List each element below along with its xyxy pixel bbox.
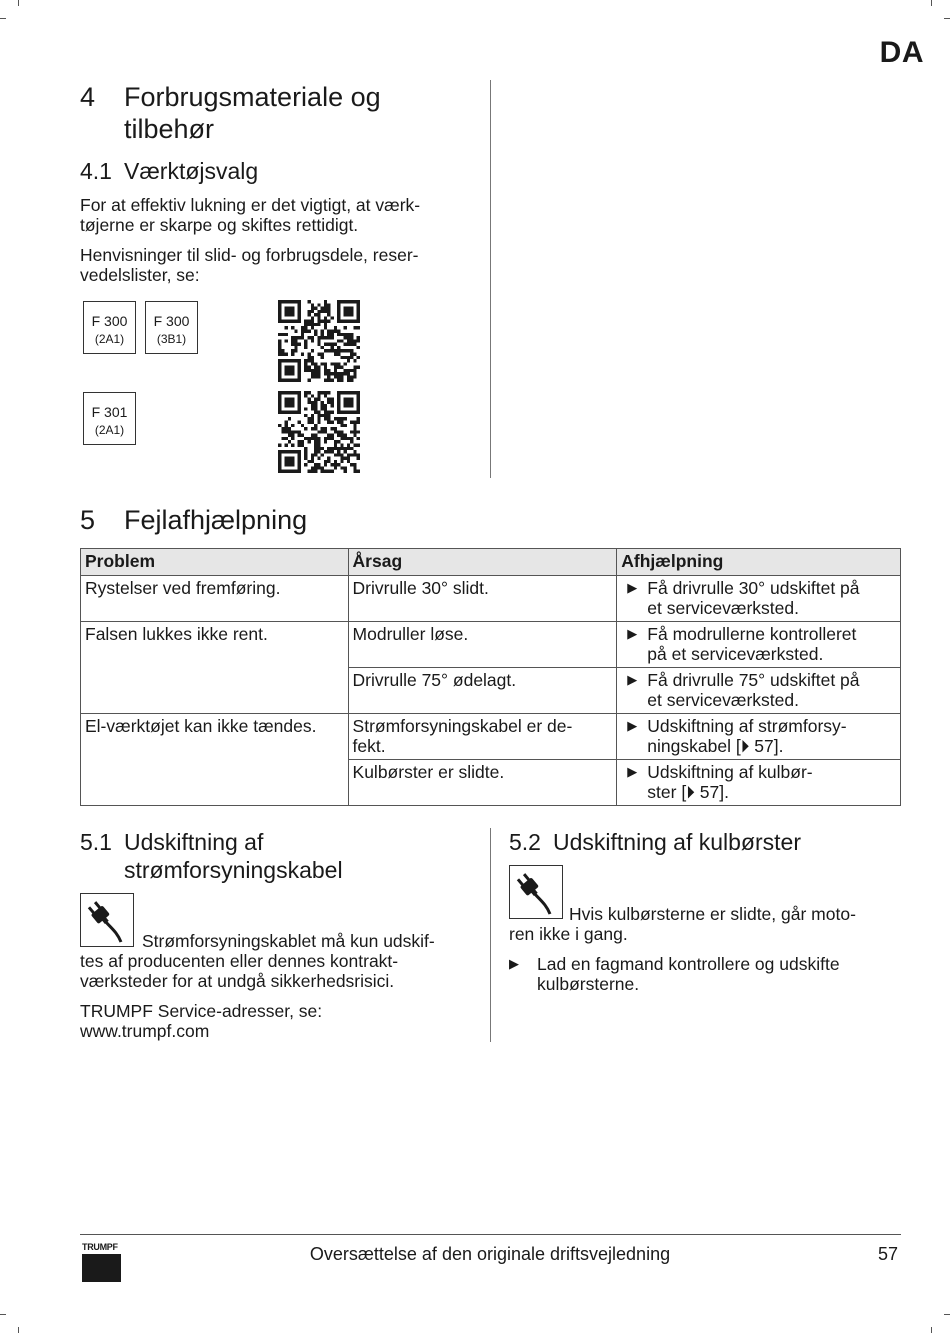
qr-code-icon[interactable] (278, 391, 360, 473)
table-row (81, 622, 901, 668)
arrow-right-icon: ▶ (627, 764, 638, 779)
crop-mark (944, 18, 950, 19)
remedy-cell: ▶ Få drivrulle 30° udskiftet på et serviceværksted. (617, 576, 901, 622)
footer-divider (80, 1234, 901, 1235)
ref-box-f300-2a1: F 300 (2A1) (83, 301, 136, 354)
arrow-right-icon: ▶ (627, 626, 638, 641)
section-5-heading (80, 504, 307, 536)
crop-mark (18, 1327, 19, 1333)
section-number: 5.2 (509, 829, 541, 855)
problem-cell: Rystelser ved fremføring. (81, 576, 349, 622)
section-4-heading (80, 81, 381, 145)
column-divider (490, 80, 491, 478)
section-5-1-heading (80, 828, 343, 884)
section-number: 5.1 (80, 829, 112, 855)
service-address-paragraph: TRUMPF Service-adresser, se: www.trumpf.com (80, 1001, 323, 1041)
arrow-right-icon: ▶ (509, 956, 519, 971)
table-row (81, 576, 901, 622)
section-title: Fejlafhjælpning (124, 505, 308, 535)
section-title: tilbehør (124, 114, 215, 144)
problem-cell: El-værktøjet kan ikke tændes. (81, 714, 349, 806)
cause-cell: Modruller løse. (348, 622, 617, 668)
carbon-brush-warning: Hvis kulbørsterne er slidte, går moto- ren ikke i gang. (509, 904, 856, 944)
problem-cell: Falsen lukkes ikke rent. (81, 622, 349, 714)
cause-cell: Drivrulle 75° ødelagt. (348, 668, 617, 714)
cause-cell: Kulbørster er slidte. (348, 760, 617, 806)
section-title: Udskiftning af (124, 829, 264, 855)
page-number: 57 (877, 1244, 898, 1264)
power-cable-warning: Strømforsyningskablet må kun udskif- tes af producenten eller dennes kontrakt- værksteder for at undgå sikkerhedsrisici. (80, 931, 435, 991)
remedy-cell: ▶ Udskiftning af kulbør- ster [⏵ 57]. (617, 760, 901, 806)
section-number: 4 (80, 82, 96, 112)
section-title: strømforsyningskabel (124, 857, 343, 883)
table-row (81, 714, 901, 760)
crop-mark (944, 1314, 950, 1315)
ref-box-f301-2a1: F 301 (2A1) (83, 392, 136, 445)
arrow-right-icon: ▶ (627, 580, 638, 595)
crop-mark (931, 0, 932, 6)
remedy-cell: ▶ Udskiftning af strømforsy- ningskabel [⏵ 57]. (617, 714, 901, 760)
section-number: 5 (80, 505, 96, 535)
arrow-right-icon: ▶ (627, 718, 638, 733)
remedy-cell: ▶ Få drivrulle 75° udskiftet på et serviceværksted. (617, 668, 901, 714)
cause-cell: Drivrulle 30° slidt. (348, 576, 617, 622)
crop-mark (0, 18, 6, 19)
section-5-2-heading (509, 828, 801, 856)
table-header-remedy: Afhjælpning (617, 549, 901, 576)
arrow-right-icon: ▶ (627, 672, 638, 687)
section-4-1-heading (80, 157, 258, 185)
table-header-problem: Problem (81, 549, 349, 576)
crop-mark (931, 1327, 932, 1333)
tool-choice-paragraph: For at effektiv lukning er det vigtigt, at værk- tøjerne er skarpe og skiftes rettidigt. (80, 195, 421, 235)
language-tag: DA (879, 36, 924, 69)
page-link[interactable]: ningskabel [⏵ 57]. (647, 736, 784, 756)
trumpf-logo: TRUMPF (82, 1242, 121, 1282)
section-title: Udskiftning af kulbørster (553, 829, 801, 855)
crop-mark (18, 0, 19, 6)
instruction-step: ▶ Lad en fagmand kontrollere og udskifte kulbørsterne. (509, 954, 840, 994)
section-title: Værktøjsvalg (124, 158, 259, 184)
table-header-cause: Årsag (348, 549, 617, 576)
trumpf-website-link[interactable]: www.trumpf.com (80, 1021, 210, 1041)
cause-cell: Strømforsyningskabel er de- fekt. (348, 714, 617, 760)
footer-title: Oversættelse af den originale driftsvejledning (309, 1244, 671, 1264)
spare-parts-paragraph: Henvisninger til slid- og forbrugsdele, reser- vedelslister, se: (80, 245, 419, 285)
qr-code-icon[interactable] (278, 300, 360, 382)
crop-mark (0, 1314, 6, 1315)
section-title: Forbrugsmateriale og (124, 82, 381, 112)
ref-box-f300-3b1: F 300 (3B1) (145, 301, 198, 354)
remedy-cell: ▶ Få modrullerne kontrolleret på et serviceværksted. (617, 622, 901, 668)
troubleshooting-table (80, 548, 901, 806)
page-link[interactable]: ster [⏵ 57]. (647, 782, 729, 802)
column-divider (490, 828, 491, 1042)
table-header-row (81, 549, 901, 576)
section-number: 4.1 (80, 158, 112, 184)
